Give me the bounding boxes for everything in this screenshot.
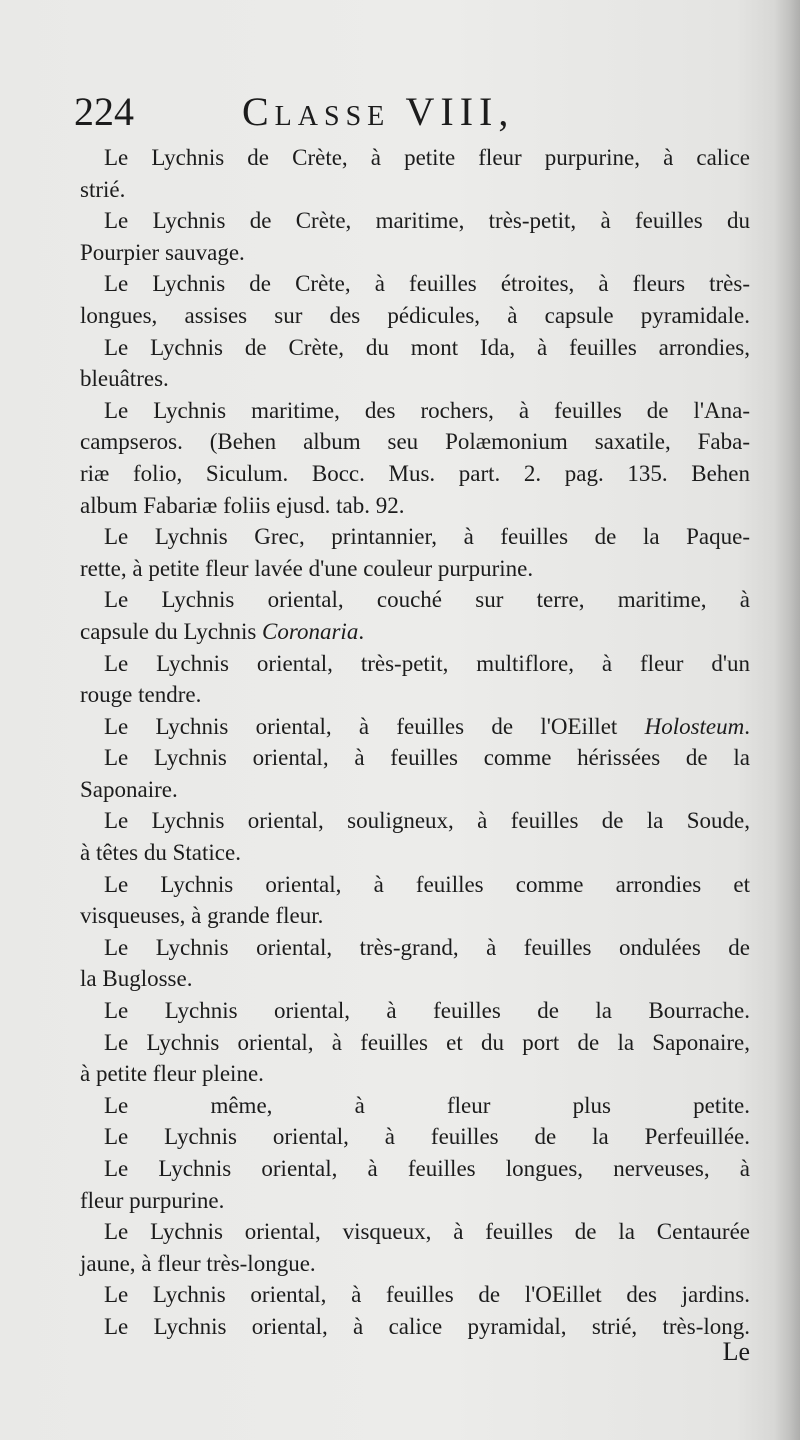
catchword: Le [722,1337,750,1366]
text-line: album Fabariæ foliis ejusd. tab. 92. [80,492,405,518]
text-line: Le Lychnis oriental, à feuilles de l'OEillet Holosteum. [104,713,750,739]
text-line: Le Lychnis de Crète, à petite fleur purpurine, à calice [104,145,750,170]
text-line: bleuâtres. [80,366,169,392]
text-line: Le Lychnis oriental, à feuilles de la Perfeuillée. [104,1124,750,1150]
text-line: Le Lychnis Grec, printannier, à feuilles de la Paque- [104,524,750,550]
text-line: Saponaire. [80,776,178,802]
text-line: Le Lychnis de Crète, maritime, très-petit, à feuilles du [104,208,750,234]
text-line: Le Lychnis oriental, à feuilles comme hérissées de la [104,745,750,771]
italic-term: Holosteum [644,713,745,739]
text-line: Le Lychnis de Crète, du mont Ida, à feuilles arrondies, [104,334,750,360]
text-line: Le Lychnis oriental, très-petit, multiflore, à fleur d'un [104,650,750,676]
text-line: campseros. (Behen album seu Polæmonium saxatile, Faba- [80,429,750,455]
text-line: rette, à petite fleur lavée d'une couleur purpurine. [80,555,534,581]
text-line: à têtes du Statice. [80,840,241,866]
text-line: Le Lychnis oriental, couché sur terre, maritime, à [104,587,750,613]
page-number: 224 [74,89,134,134]
text-line: Le Lychnis de Crète, à feuilles étroites, à fleurs très- [104,271,750,297]
text-line: Le Lychnis oriental, à calice pyramidal, strié, très-long. [104,1313,750,1339]
text-line: riæ folio, Siculum. Bocc. Mus. part. 2. pag. 135. Behen [80,460,750,486]
text-line: Le Lychnis oriental, très-grand, à feuilles ondulées de [104,934,750,960]
text-line: strié. [80,176,126,202]
text-line: Le Lychnis oriental, à feuilles et du port de la Saponaire, [104,1029,750,1055]
body-text [80,142,750,1343]
italic-term: Coronaria [262,618,359,644]
text-line: capsule du Lychnis Coronaria. [80,618,365,644]
text-line: la Buglosse. [80,966,193,992]
page-gutter-shadow [774,0,800,1440]
text-line: Le même, à fleur plus petite. [104,1092,750,1118]
running-head: Classe VIII, [242,89,515,134]
text-line: Le Lychnis maritime, des rochers, à feuilles de l'Ana- [104,397,750,423]
text-line: Le Lychnis oriental, souligneux, à feuilles de la Soude, [104,808,750,834]
text-line: Le Lychnis oriental, à feuilles de l'OEillet des jardins. [104,1282,750,1308]
text-line: visqueuses, à grande fleur. [80,903,324,929]
text-line: Le Lychnis oriental, à feuilles longues, nerveuses, à [104,1156,750,1181]
text-line: Pourpier sauvage. [80,239,245,265]
text-line: Le Lychnis oriental, visqueux, à feuilles de la Centaurée [104,1219,750,1245]
page-header [72,86,752,138]
text-line: rouge tendre. [80,682,202,708]
text-line: à petite fleur pleine. [80,1061,264,1087]
text-line: longues, assises sur des pédicules, à capsule pyramidale. [80,302,750,328]
text-line: Le Lychnis oriental, à feuilles comme arrondies et [104,871,750,897]
text-line: Le Lychnis oriental, à feuilles de la Bourrache. [104,998,750,1024]
text-line: fleur purpurine. [80,1187,225,1213]
text-line: jaune, à fleur très-longue. [80,1250,316,1276]
